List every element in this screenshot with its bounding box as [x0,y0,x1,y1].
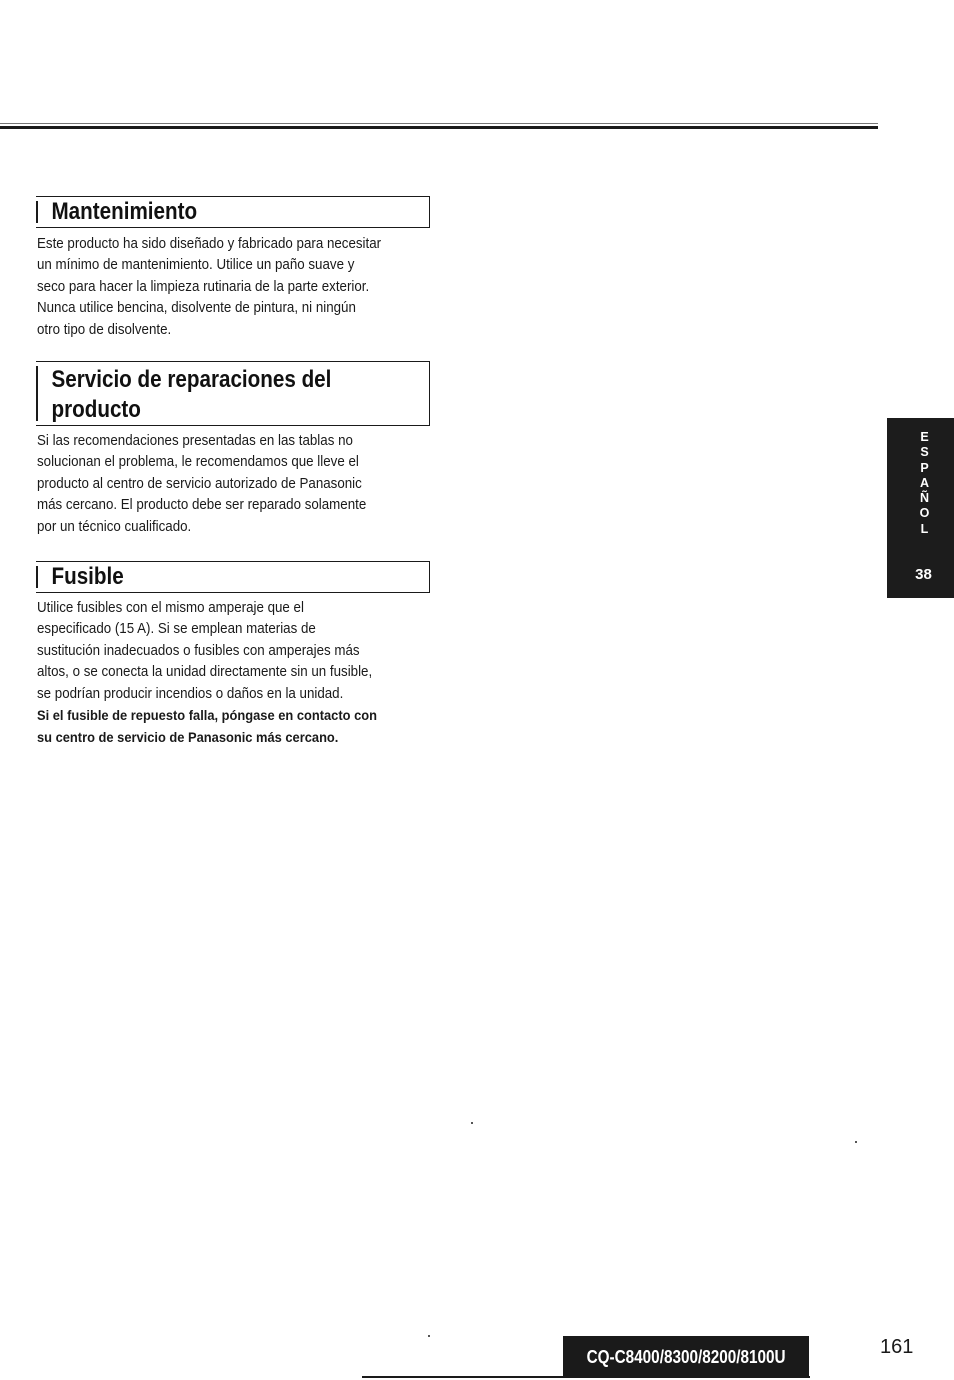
body-line: Nunca utilice bencina, disolvente de pintura, ni ningún [37,300,356,317]
language-tab-letters [887,430,954,537]
language-tab [887,418,954,598]
scan-speck [471,1122,473,1124]
section-title: Fusible [51,563,124,590]
body-line: Este producto ha sido diseñado y fabricado para necesitar [37,236,382,252]
section-body-mantenimiento [37,234,405,341]
body-line: más cercano. El producto debe ser reparado solamente [37,497,367,514]
language-letter: S [920,445,929,460]
language-letter: P [920,460,929,475]
model-number-badge [563,1336,809,1378]
header-rule-thin [0,123,878,124]
section-heading-servicio [36,361,430,426]
section-heading-fusible [36,561,430,593]
language-letter: L [920,521,929,536]
body-line: seco para hacer la limpieza rutinaria de la parte exterior. [37,278,370,295]
section-title: Mantenimiento [51,198,198,225]
body-line: especificado (15 A). Si se emplean materias de [37,621,316,638]
language-letter: Ñ [919,491,930,506]
section-heading-mantenimiento [36,196,430,228]
body-line: sustitución inadecuados o fusibles con amperajes más [37,642,360,659]
body-line: un mínimo de mantenimiento. Utilice un paño suave y [37,257,355,274]
bold-note-line: Si el fusible de repuesto falla, póngase en contacto con [37,707,377,724]
body-line: se podrían producir incendios o daños en la unidad. [37,685,344,702]
body-line: Si las recomendaciones presentadas en las tablas no [37,433,353,449]
section-title-line-1: Servicio de reparaciones del [51,366,332,393]
body-line: Utilice fusibles con el mismo amperaje que el [37,600,304,616]
section-title-line-2: producto [51,396,141,423]
language-letter: A [919,475,930,490]
scan-speck [428,1335,430,1337]
scan-speck [855,1141,857,1143]
body-line: por un técnico cualificado. [37,518,192,535]
header-rule [0,126,878,129]
body-line: producto al centro de servicio autorizado de Panasonic [37,475,362,492]
language-letter: O [919,506,930,521]
footer-rule [362,1376,810,1378]
section-body-servicio [37,431,405,538]
model-number: CQ-C8400/8300/8200/8100U [586,1347,786,1367]
section-body-fusible [37,598,405,748]
body-line: altos, o se conecta la unidad directamente sin un fusible, [37,664,373,681]
bold-note-line: su centro de servicio de Panasonic más cercano. [37,728,339,745]
page-number: 161 [880,1336,914,1358]
section-number: 38 [915,566,932,583]
body-line: otro tipo de disolvente. [37,321,172,338]
body-line: solucionan el problema, le recomendamos que lleve el [37,454,359,471]
language-letter: E [920,430,929,444]
